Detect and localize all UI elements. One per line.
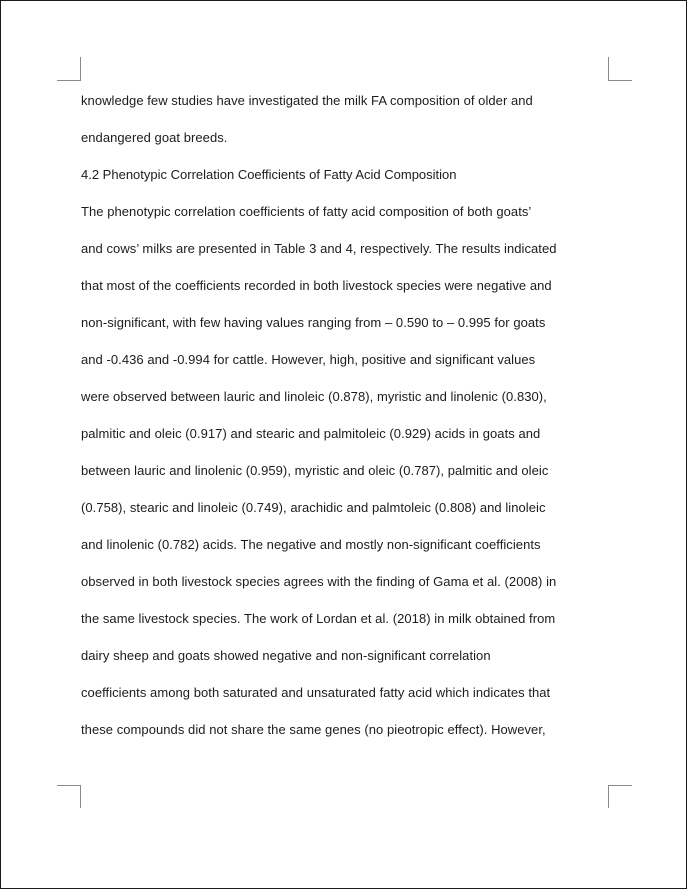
section-heading: 4.2 Phenotypic Correlation Coefficients of Fatty Acid Composition [81, 167, 457, 182]
text-line: observed in both livestock species agrees with the finding of Gama et al. (2008) in [81, 574, 557, 589]
text-line: and linolenic (0.782) acids. The negative and mostly non-significant coefficients [81, 537, 541, 552]
body-text [81, 82, 611, 748]
text-line: that most of the coefficients recorded in both livestock species were negative and [81, 278, 552, 293]
text-line: dairy sheep and goats showed negative and non-significant correlation [81, 648, 491, 663]
text-line: knowledge few studies have investigated the milk FA composition of older and [81, 93, 533, 108]
text-line: palmitic and oleic (0.917) and stearic and palmitoleic (0.929) acids in goats and [81, 426, 541, 441]
text-line: coefficients among both saturated and unsaturated fatty acid which indicates that [81, 685, 551, 700]
text-line: between lauric and linolenic (0.959), myristic and oleic (0.787), palmitic and oleic [81, 463, 549, 478]
text-line: were observed between lauric and linoleic (0.878), myristic and linolenic (0.830), [81, 389, 547, 404]
text-line: endangered goat breeds. [81, 130, 228, 145]
text-line: non-significant, with few having values ranging from – 0.590 to – 0.995 for goats [81, 315, 546, 330]
text-line: these compounds did not share the same genes (no pieotropic effect). However, [81, 722, 546, 737]
text-line: and cows’ milks are presented in Table 3 and 4, respectively. The results indicated [81, 241, 557, 256]
text-line: The phenotypic correlation coefficients of fatty acid composition of both goats’ [81, 204, 532, 219]
text-line: the same livestock species. The work of Lordan et al. (2018) in milk obtained from [81, 611, 556, 626]
text-line: (0.758), stearic and linoleic (0.749), arachidic and palmtoleic (0.808) and linoleic [81, 500, 546, 515]
text-line: and -0.436 and -0.994 for cattle. However, high, positive and significant values [81, 352, 536, 367]
